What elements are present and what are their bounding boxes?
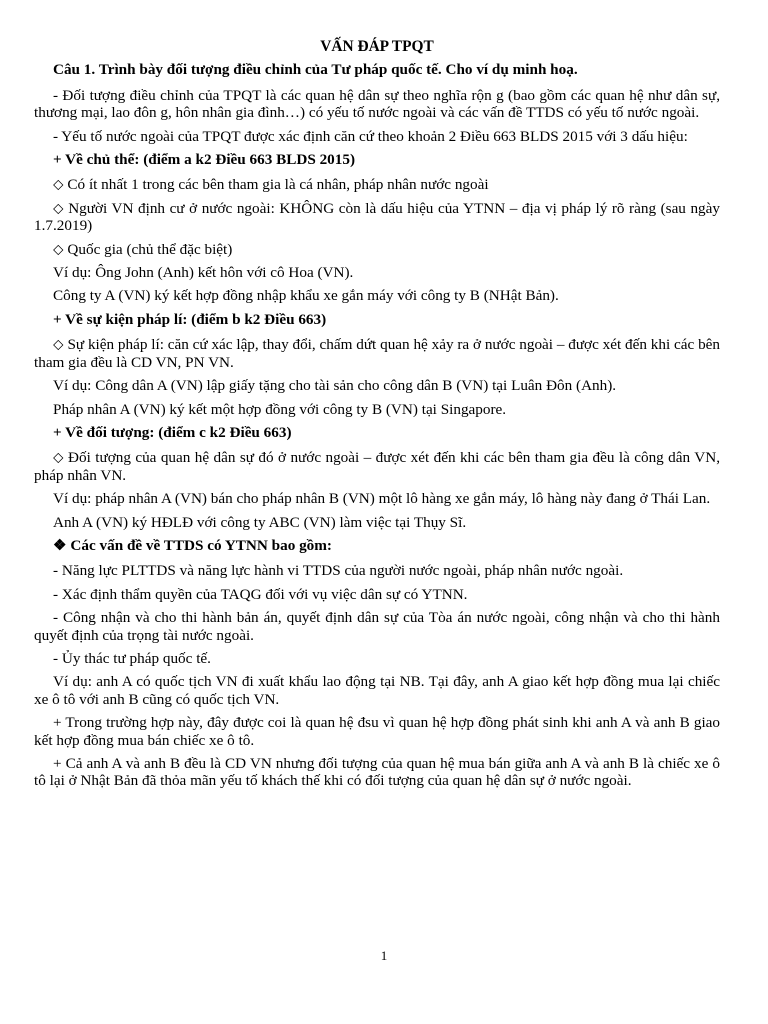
paragraph: ⬦ Đối tượng của quan hệ dân sự đó ở nước ngoài – được xét đến khi các bên tham gia đều là công dân VN, pháp nhân VN. [34,449,720,484]
paragraph: + Trong trường hợp này, đây được coi là quan hệ đsu vì quan hệ hợp đồng phát sinh khi anh A và anh B giao kết hợp đồng mua bán chiếc xe ô tô. [34,714,720,749]
section-heading: + Về sự kiện pháp lí: (điểm b k2 Điều 663) [53,310,327,328]
document-body [34,61,720,789]
paragraph: ⬦ Có ít nhất 1 trong các bên tham gia là cá nhân, pháp nhân nước ngoài [53,176,489,194]
paragraph: ⬦ Người VN định cư ở nước ngoài: KHÔNG còn là dấu hiệu của YTNN – địa vị pháp lý rõ ràng (sau ngày 1.7.2019) [34,199,720,235]
paragraph: - Công nhận và cho thi hành bản án, quyết định dân sự của Tòa án nước ngoài, công nhận và cho thi hành quyết định của trọng tài nước ngoài. [34,609,720,644]
paragraph: Ví dụ: pháp nhân A (VN) bán cho pháp nhân B (VN) một lô hàng xe gắn máy, lô hàng này đang ở Thái Lan. [53,490,711,508]
paragraph: + Cả anh A và anh B đều là CD VN nhưng đối tượng của quan hệ mua bán giữa anh A và anh B là chiếc xe ô tô lại ở Nhật Bản đã thỏa mãn yếu tố khách thế khi có đối tượng của quan hệ dân sự ở nước ngoài. [34,755,720,790]
paragraph: ⬦ Quốc gia (chủ thể đặc biệt) [53,240,233,258]
paragraph: Công ty A (VN) ký kết hợp đồng nhập khẩu xe gắn máy với công ty B (NHật Bản). [53,287,559,305]
document-title: VẤN ĐÁP TPQT [320,38,434,55]
section-heading: Câu 1. Trình bày đối tượng điều chỉnh của Tư pháp quốc tế. Cho ví dụ minh hoạ. [53,61,578,79]
paragraph: - Yếu tố nước ngoài của TPQT được xác định căn cứ theo khoản 2 Điều 663 BLDS 2015 với 3 dấu hiệu: [53,127,688,145]
paragraph: Pháp nhân A (VN) ký kết một hợp đồng với công ty B (VN) tại Singapore. [53,400,507,418]
paragraph: - Năng lực PLTTDS và năng lực hành vi TTDS của người nước ngoài, pháp nhân nước ngoài. [53,562,624,580]
paragraph: - Đối tượng điều chỉnh của TPQT là các quan hệ dân sự theo nghĩa rộn g (bao gồm các quan hệ như dân sự, thương mại, lao đôn g, hôn nhân gia đình…) có yếu tố nước ngoài và các vấn đề TTDS có yếu tố nước ngoài. [34,86,720,122]
paragraph: Ví dụ: anh A có quốc tịch VN đi xuất khẩu lao động tại NB. Tại đây, anh A giao kết hợp đồng mua lại chiếc xe ô tô với anh B cũng có quốc tịch VN. [34,673,720,708]
section-heading: + Về chủ thể: (điểm a k2 Điều 663 BLDS 2015) [53,151,356,169]
section-heading: + Về đối tượng: (điểm c k2 Điều 663) [53,423,292,441]
paragraph: Ví dụ: Công dân A (VN) lập giấy tặng cho tài sản cho công dân B (VN) tại Luân Đôn (Anh). [53,377,617,395]
paragraph: ⬦ Sự kiện pháp lí: căn cứ xác lập, thay đổi, chấm dứt quan hệ xảy ra ở nước ngoài – được xét đến khi các bên tham gia đều là CD VN, PN VN. [34,336,720,371]
paragraph: Ví dụ: Ông John (Anh) kết hôn với cô Hoa (VN). [53,264,354,282]
paragraph: - Xác định thẩm quyền của TAQG đối với vụ việc dân sự có YTNN. [53,585,468,603]
paragraph: - Ủy thác tư pháp quốc tế. [53,649,211,667]
section-heading: ❖ Các vấn đề về TTDS có YTNN bao gồm: [53,536,332,554]
paragraph: Anh A (VN) ký HĐLĐ với công ty ABC (VN) làm việc tại Thụy Sĩ. [53,513,467,531]
page-number: 1 [380,948,388,963]
